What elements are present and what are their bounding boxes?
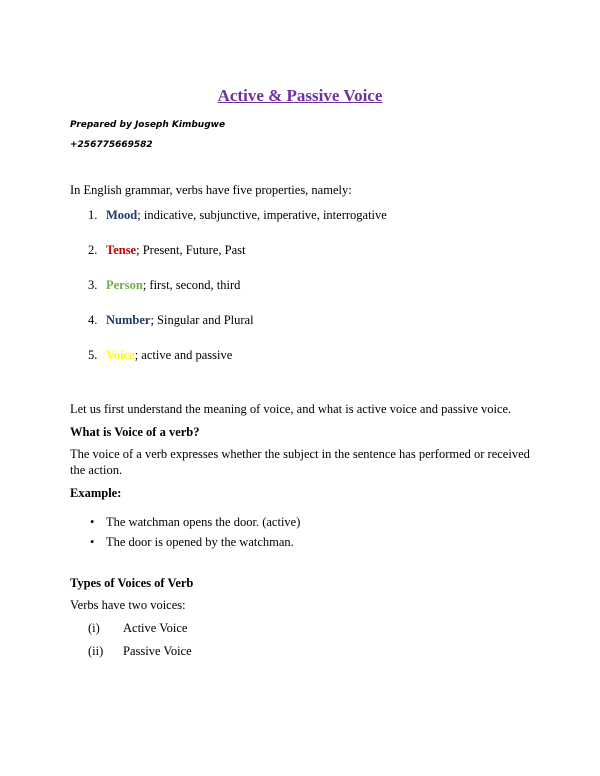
voice-label: Passive Voice: [123, 644, 192, 658]
voices-list: [88, 621, 192, 667]
intro-text: In English grammar, verbs have five properties, namely:: [70, 183, 352, 197]
property-description: ; Present, Future, Past: [136, 243, 246, 257]
property-item: [88, 348, 387, 383]
voice-number: (i): [88, 621, 100, 635]
property-name: Person: [106, 278, 143, 292]
example-item: [90, 515, 300, 535]
property-name: Number: [106, 313, 151, 327]
document-title: Active & Passive Voice: [217, 86, 383, 105]
property-item: [88, 313, 387, 348]
phone-line: +256775669582: [70, 140, 153, 150]
bullet-icon: •: [90, 515, 95, 529]
properties-list: [88, 208, 387, 383]
voice-label: Active Voice: [123, 621, 188, 635]
property-name: Voice: [106, 348, 135, 362]
types-intro: Verbs have two voices:: [70, 598, 186, 612]
property-number: 4.: [88, 313, 98, 327]
property-item: [88, 243, 387, 278]
example-text: The door is opened by the watchman.: [106, 535, 294, 549]
examples-list: [90, 515, 300, 555]
voice-number: (ii): [88, 644, 104, 658]
property-number: 2.: [88, 243, 98, 257]
property-item: [88, 208, 387, 243]
voice-item: [88, 621, 192, 644]
property-number: 1.: [88, 208, 98, 222]
property-name: Tense: [106, 243, 137, 257]
property-description: ; Singular and Plural: [150, 313, 254, 327]
what-paragraph: The voice of a verb expresses whether the subject in the sentence has performed or received the action.: [70, 447, 530, 477]
bullet-icon: •: [90, 535, 95, 549]
property-description: ; first, second, third: [142, 278, 241, 292]
author-line: Prepared by Joseph Kimbugwe: [70, 120, 226, 130]
example-heading: Example:: [70, 486, 122, 500]
property-description: ; indicative, subjunctive, imperative, interrogative: [137, 208, 387, 222]
property-name: Mood: [106, 208, 138, 222]
example-item: [90, 535, 300, 555]
property-item: [88, 278, 387, 313]
property-number: 3.: [88, 278, 98, 292]
property-description: ; active and passive: [134, 348, 233, 362]
voice-item: [88, 644, 192, 667]
property-number: 5.: [88, 348, 98, 362]
what-heading: What is Voice of a verb?: [70, 425, 200, 439]
example-text: The watchman opens the door. (active): [106, 515, 301, 529]
understand-text: Let us first understand the meaning of voice, and what is active voice and passive voice.: [70, 402, 512, 416]
types-heading: Types of Voices of Verb: [70, 576, 194, 590]
